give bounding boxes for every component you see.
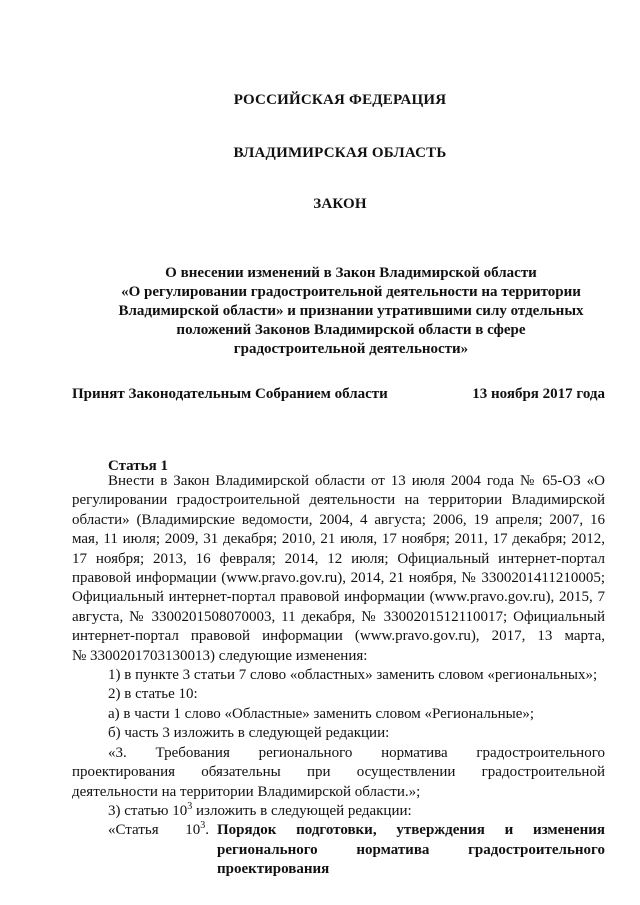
superscript: 3 <box>187 800 193 812</box>
paragraph-line: августа, № 3300201508070003, 11 декабря, № 3300201512110017; Официальный <box>72 608 605 625</box>
new-article-title-line: проектирования <box>217 861 330 878</box>
paragraph-line: правовой информации (www.pravo.gov.ru), 2014, 21 ноября, № 3300201411210005; <box>72 570 605 587</box>
law-title-line: О внесении изменений в Закон Владимирской области <box>165 265 537 281</box>
superscript: 3 <box>200 820 206 832</box>
paragraph-line: № 3300201703130013) следующие изменения: <box>72 647 368 664</box>
paragraph-line: Официальный интернет-портал правовой информации (www.pravo.gov.ru), 2015, 7 <box>72 589 605 606</box>
adopting-body: Принят Законодательным Собранием области <box>72 386 388 402</box>
new-article-word: «Статья <box>108 822 159 839</box>
list-item: а) в части 1 слово «Областные» заменить словом «Региональные»; <box>108 705 535 722</box>
paragraph-line: мая, 11 июля; 2009, 31 декабря; 2010, 21 июля, 17 ноября; 2011, 17 декабря; 2012, <box>72 531 605 548</box>
adoption-date: 13 ноября 2017 года <box>472 386 605 402</box>
country-heading: РОССИЙСКАЯ ФЕДЕРАЦИЯ <box>233 92 447 108</box>
law-title-line: градостроительной деятельности» <box>233 341 469 357</box>
adoption-line <box>72 386 605 403</box>
article-body <box>72 472 605 880</box>
list-item: б) часть 3 изложить в следующей редакции: <box>108 725 390 742</box>
law-title-line: положений Законов Владимирской области в сфере <box>176 322 526 338</box>
new-article-number-text: 10 <box>185 822 201 839</box>
paragraph-line: области» (Владимирские ведомости, 2004, 4 августа; 2006, 19 апреля; 2007, 16 <box>72 511 605 528</box>
quoted-text-line: проектирования обязательны при осуществлении градостроительной <box>72 764 605 781</box>
law-title <box>105 264 597 359</box>
region-heading: ВЛАДИМИРСКАЯ ОБЛАСТЬ <box>233 145 447 161</box>
document-type-heading: ЗАКОН <box>313 196 367 212</box>
list-item: 2) в статье 10: <box>108 686 198 703</box>
list-item <box>72 802 605 821</box>
new-article-heading <box>72 821 605 840</box>
quoted-text-line: «3. Требования регионального норматива градостроительного <box>108 744 605 761</box>
paragraph-line: интернет-портал правовой информации (www.pravo.gov.ru), 2017, 13 марта, <box>72 628 605 645</box>
quoted-text-line: деятельности на территории Владимирской области.»; <box>72 783 421 800</box>
article-heading: Статья 1 <box>108 458 168 474</box>
paragraph-line: Внести в Закон Владимирской области от 13 июля 2004 года № 65-ОЗ «О <box>108 473 605 489</box>
new-article-title-line: Порядок подготовки, утверждения и изменения <box>217 822 605 839</box>
law-title-line: Владимирской области» и признании утратившими силу отдельных <box>118 303 584 319</box>
law-title-line: «О регулировании градостроительной деятельности на территории <box>121 284 581 300</box>
list-item-text: изложить в следующей редакции: <box>192 802 412 819</box>
new-article-label <box>72 821 217 840</box>
new-article-title-line: регионального норматива градостроительного <box>217 841 605 858</box>
new-article-number: $10^3$. <box>185 820 209 839</box>
list-item-text: 3) статью 10 <box>108 802 188 819</box>
paragraph-line: 17 ноября; 2013, 16 февраля; 2014, 12 июля; Официальный интернет-портал <box>72 550 605 567</box>
paragraph-line: регулировании градостроительной деятельности на территории Владимирской <box>72 492 605 509</box>
list-item: 1) в пункте 3 статьи 7 слово «областных» заменить словом «региональных»; <box>108 667 598 684</box>
